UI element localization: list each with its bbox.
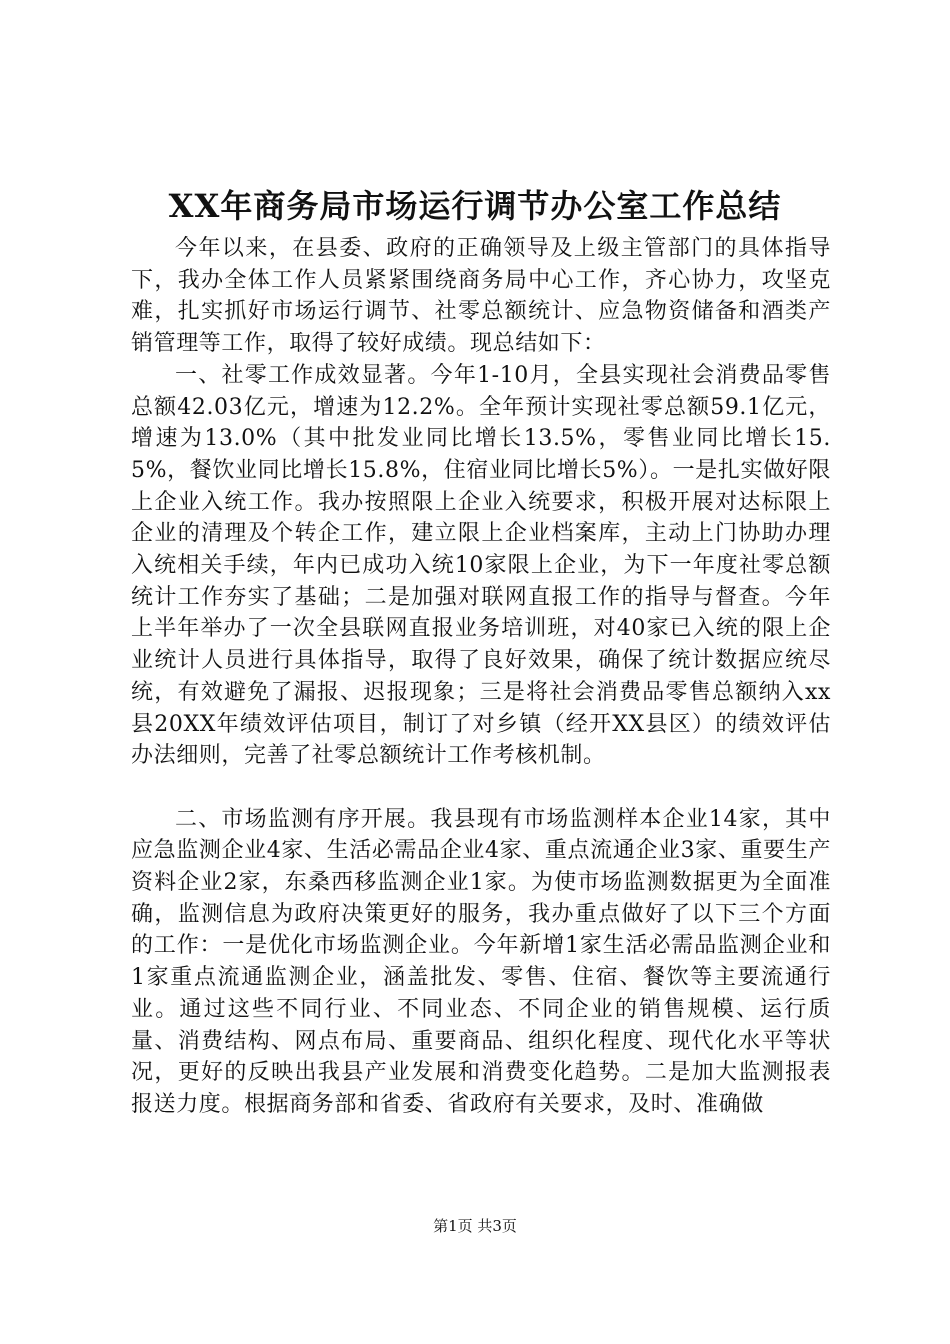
- paragraph-intro: 今年以来，在县委、政府的正确领导及上级主管部门的具体指导下，我办全体工作人员紧紧围绕商务局中心工作，齐心协力，攻坚克难，扎实抓好市场运行调节、社零总额统计、应急物资储备和酒类产销管理等工作，取得了较好成绩。现总结如下：: [131, 236, 831, 357]
- page-footer: 第1页 共3页: [433, 1217, 517, 1235]
- paragraph-section-2: 二、市场监测有序开展。我县现有市场监测样本企业14家，其中应急监测企业4家、生活必需品企业4家、重点流通企业3家、重要生产资料企业2家，东桑西移监测企业1家。为使市场监测数据更为全面准确，监测信息为政府决策更好的服务，我办重点做好了以下三个方面的工作：一是优化市场监测企业。今年新增1家生活必需品监测企业和1家重点流通监测企业，涵盖批发、零售、住宿、餐饮等主要流通行业。通过这些不同行业、不同业态、不同企业的销售规模、运行质量、消费结构、网点布局、重要商品、组织化程度、现代化水平等状况，更好的反映出我县产业发展和消费变化趋势。二是加大监测报表报送力度。根据商务部和省委、省政府有关要求，及时、准确做: [131, 806, 831, 1117]
- document-body: [131, 233, 831, 1121]
- paragraph-section-1: 一、社零工作成效显著。今年1-10月，全县实现社会消费品零售总额42.03亿元，增速为12.2%。全年预计实现社零总额59.1亿元，增速为13.0%（其中批发业同比增长13.5%，零售业同比增长15.5%，餐饮业同比增长15.8%，住宿业同比增长5%）。一是扎实做好限上企业入统工作。我办按照限上企业入统要求，积极开展对达标限上企业的清理及个转企工作，建立限上企业档案库，主动上门协助办理入统相关手续，年内已成功入统10家限上企业，为下一年度社零总额统计工作夯实了基础；二是加强对联网直报工作的指导与督查。今年上半年举办了一次全县联网直报业务培训班，对40家已入统的限上企业统计人员进行具体指导，取得了良好效果，确保了统计数据应统尽统，有效避免了漏报、迟报现象；三是将社会消费品零售总额纳入xx县20XX年绩效评估项目，制订了对乡镇（经开XX县区）的绩效评估办法细则，完善了社零总额统计工作考核机制。: [131, 362, 831, 769]
- document-title: XX年商务局市场运行调节办公室工作总结: [168, 187, 782, 225]
